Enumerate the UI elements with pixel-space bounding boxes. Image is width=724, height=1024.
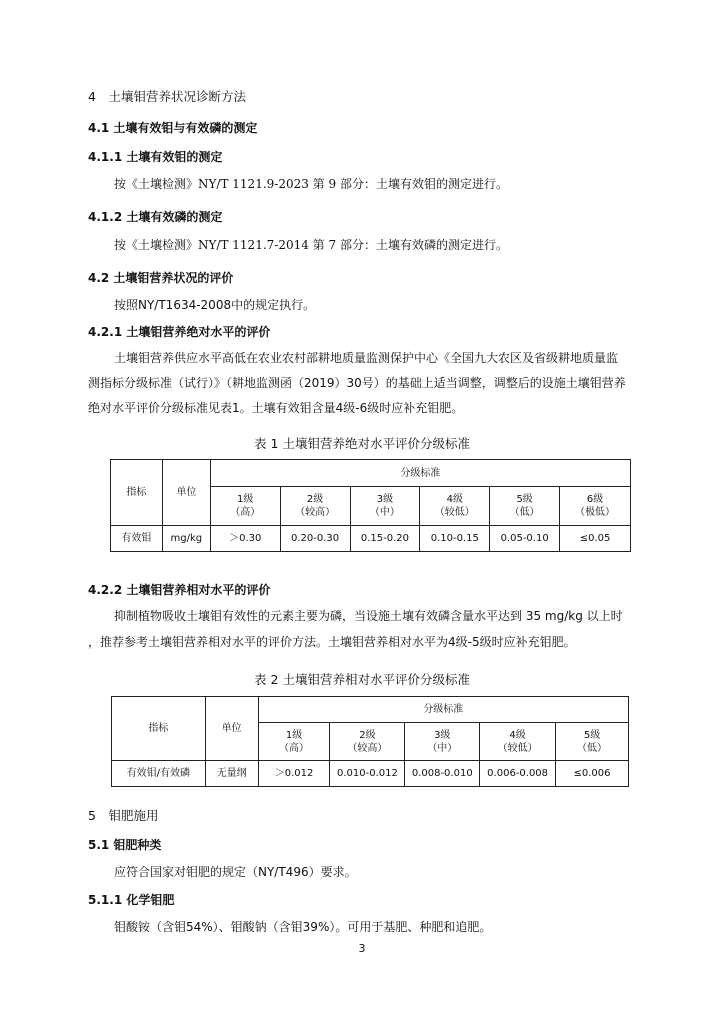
table1 [110, 459, 631, 552]
table1-cell-value: 0.20-0.30 [280, 526, 350, 552]
table1-grade-1: 1级 （高） [210, 487, 280, 526]
section-4-heading: 4 土壤钼营养状况诊断方法 [88, 89, 246, 104]
table1-cell-value: ≤0.05 [560, 526, 631, 552]
paragraph-4-2-1-line3: 绝对水平评价分级标准见表1。土壤有效钼含量4级-6级时应补充钼肥。 [88, 401, 464, 415]
table2-header-unit: 单位 [205, 697, 258, 761]
table1-cell-value: 0.15-0.20 [350, 526, 420, 552]
table1-grade-2: 2级 （较高） [280, 487, 350, 526]
paragraph-4-2-1-line2: 测指标分级标准（试行）》（耕地监测函（2019）30号）的基础上适当调整，调整后的设施土壤钼营养 [88, 376, 626, 390]
paragraph-5-1-1: 钼酸铵（含钼54%）、钼酸钠（含钼39%）。可用于基肥、种肥和追肥。 [114, 920, 492, 934]
table2-cell-value: 0.008-0.010 [405, 761, 480, 787]
table2-cell-indicator: 有效钼/有效磷 [112, 761, 206, 787]
section-4-1-2-heading: 4.1.2 土壤有效磷的测定 [88, 210, 223, 224]
table2-grade-3: 3级 （中） [405, 723, 480, 761]
table2-grade-2: 2级 （较高） [330, 723, 405, 761]
table2-cell-unit: 无量纲 [205, 761, 258, 787]
table1-header-grade: 分级标准 [210, 460, 630, 487]
section-5-heading: 5 钼肥施用 [88, 808, 159, 823]
section-4-1-1-heading: 4.1.1 土壤有效钼的测定 [88, 150, 223, 164]
section-4-2-1-heading: 4.2.1 土壤钼营养绝对水平的评价 [88, 325, 271, 339]
table2-header-grade: 分级标准 [258, 697, 628, 723]
table1-grade-5: 5级 （低） [490, 487, 560, 526]
table1-cell-indicator: 有效钼 [111, 526, 163, 552]
table2 [111, 696, 629, 787]
table1-cell-value: 0.10-0.15 [420, 526, 490, 552]
table2-cell-value: 0.010-0.012 [330, 761, 405, 787]
section-4-1-heading: 4.1 土壤有效钼与有效磷的测定 [88, 121, 258, 135]
table2-cell-value: 0.006-0.008 [480, 761, 556, 787]
paragraph-4-1-1: 按《土壤检测》NY/T 1121.9-2023 第 9 部分：土壤有效钼的测定进行。 [114, 177, 508, 191]
table1-grade-3: 3级 （中） [350, 487, 420, 526]
table2-cell-value: ＞0.012 [258, 761, 330, 787]
table1-cell-value: 0.05-0.10 [490, 526, 560, 552]
table1-caption: 表 1 土壤钼营养绝对水平评价分级标准 [254, 436, 470, 451]
paragraph-4-2-2-line2: ，推荐参考土壤钼营养相对水平的评价方法。土壤钼营养相对水平为4级-5级时应补充钼肥。 [88, 635, 576, 649]
table-row [112, 761, 629, 787]
paragraph-4-2-2-line1: 抑制植物吸收土壤钼有效性的元素主要为磷，当设施土壤有效磷含量水平达到 35 mg/kg 以上时 [114, 609, 623, 623]
table2-cell-value: ≤0.006 [556, 761, 629, 787]
table1-cell-unit: mg/kg [162, 526, 210, 552]
section-4-2-2-heading: 4.2.2 土壤钼营养相对水平的评价 [88, 583, 271, 597]
table2-caption: 表 2 土壤钼营养相对水平评价分级标准 [254, 672, 470, 687]
page-number: 3 [358, 942, 366, 955]
table2-header-indicator: 指标 [112, 697, 206, 761]
table1-cell-value: ＞0.30 [210, 526, 280, 552]
table1-grade-6: 6级 （极低） [560, 487, 631, 526]
table-row [111, 526, 631, 552]
section-5-1-heading: 5.1 钼肥种类 [88, 838, 162, 852]
section-5-1-1-heading: 5.1.1 化学钼肥 [88, 893, 175, 907]
paragraph-4-1-2: 按《土壤检测》NY/T 1121.7-2014 第 7 部分：土壤有效磷的测定进行。 [114, 238, 508, 252]
table1-grade-4: 4级 （较低） [420, 487, 490, 526]
paragraph-5-1: 应符合国家对钼肥的规定（NY/T496）要求。 [114, 865, 357, 879]
paragraph-4-2-1-line1: 土壤钼营养供应水平高低在农业农村部耕地质量监测保护中心《全国九大农区及省级耕地质量监 [114, 351, 619, 365]
section-4-2-heading: 4.2 土壤钼营养状况的评价 [88, 271, 234, 285]
table2-grade-5: 5级 （低） [556, 723, 629, 761]
table1-header-indicator: 指标 [111, 460, 163, 526]
table2-grade-1: 1级 （高） [258, 723, 330, 761]
table1-header-unit: 单位 [162, 460, 210, 526]
paragraph-4-2: 按照NY/T1634-2008中的规定执行。 [114, 298, 316, 312]
table2-grade-4: 4级 （较低） [480, 723, 556, 761]
